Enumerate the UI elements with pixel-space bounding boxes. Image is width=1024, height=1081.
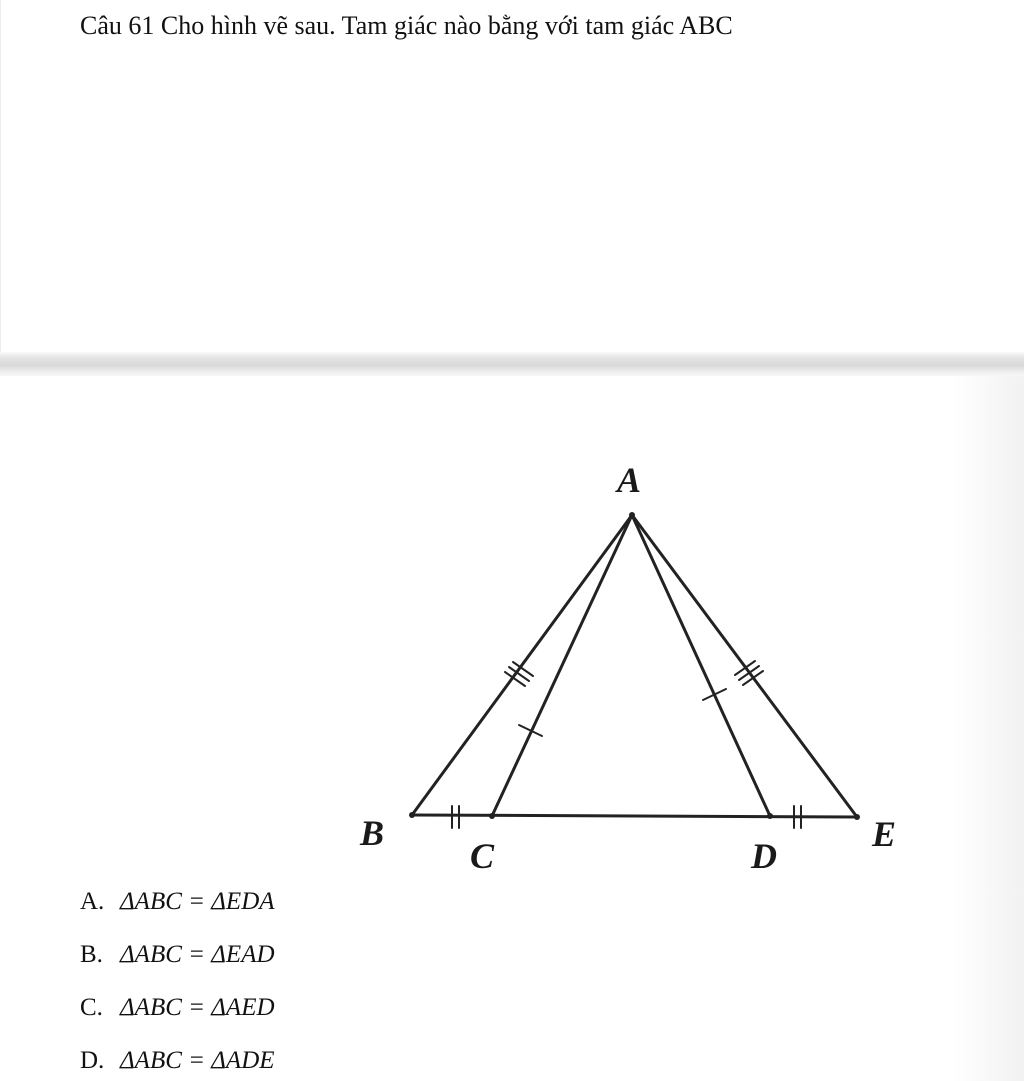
point-e [854, 814, 860, 820]
answer-options [80, 880, 275, 1081]
point-c [489, 813, 495, 819]
option-c[interactable] [80, 986, 275, 1039]
option-b-expression: ΔABC = ΔEAD [120, 941, 275, 968]
segment-ac [492, 515, 632, 816]
triple-tick-ae [735, 661, 763, 685]
double-tick-bc [452, 806, 459, 828]
label-e: E [872, 814, 897, 854]
option-a-expression: ΔABC = ΔEDA [120, 888, 275, 915]
option-a-letter: A. [80, 888, 105, 915]
segment-be [412, 815, 857, 817]
label-c: C [470, 836, 495, 876]
option-d-expression: ΔABC = ΔADE [120, 1047, 275, 1074]
segment-ab [412, 515, 632, 815]
segment-ae [632, 515, 857, 817]
label-d: D [751, 836, 777, 876]
option-d-letter: D. [80, 1047, 105, 1074]
option-b-letter: B. [80, 941, 103, 968]
option-c-expression: ΔABC = ΔAED [120, 994, 275, 1021]
option-b[interactable] [80, 933, 275, 986]
option-d[interactable] [80, 1039, 275, 1081]
point-a [629, 512, 635, 518]
option-a[interactable] [80, 880, 275, 933]
point-b [409, 812, 415, 818]
point-d [767, 813, 773, 819]
option-c-letter: C. [80, 994, 103, 1021]
label-b: B [360, 813, 385, 853]
question-text: Câu 61 Cho hình vẽ sau. Tam giác nào bằng với tam giác ABC [80, 11, 733, 40]
label-a: A [617, 460, 642, 500]
